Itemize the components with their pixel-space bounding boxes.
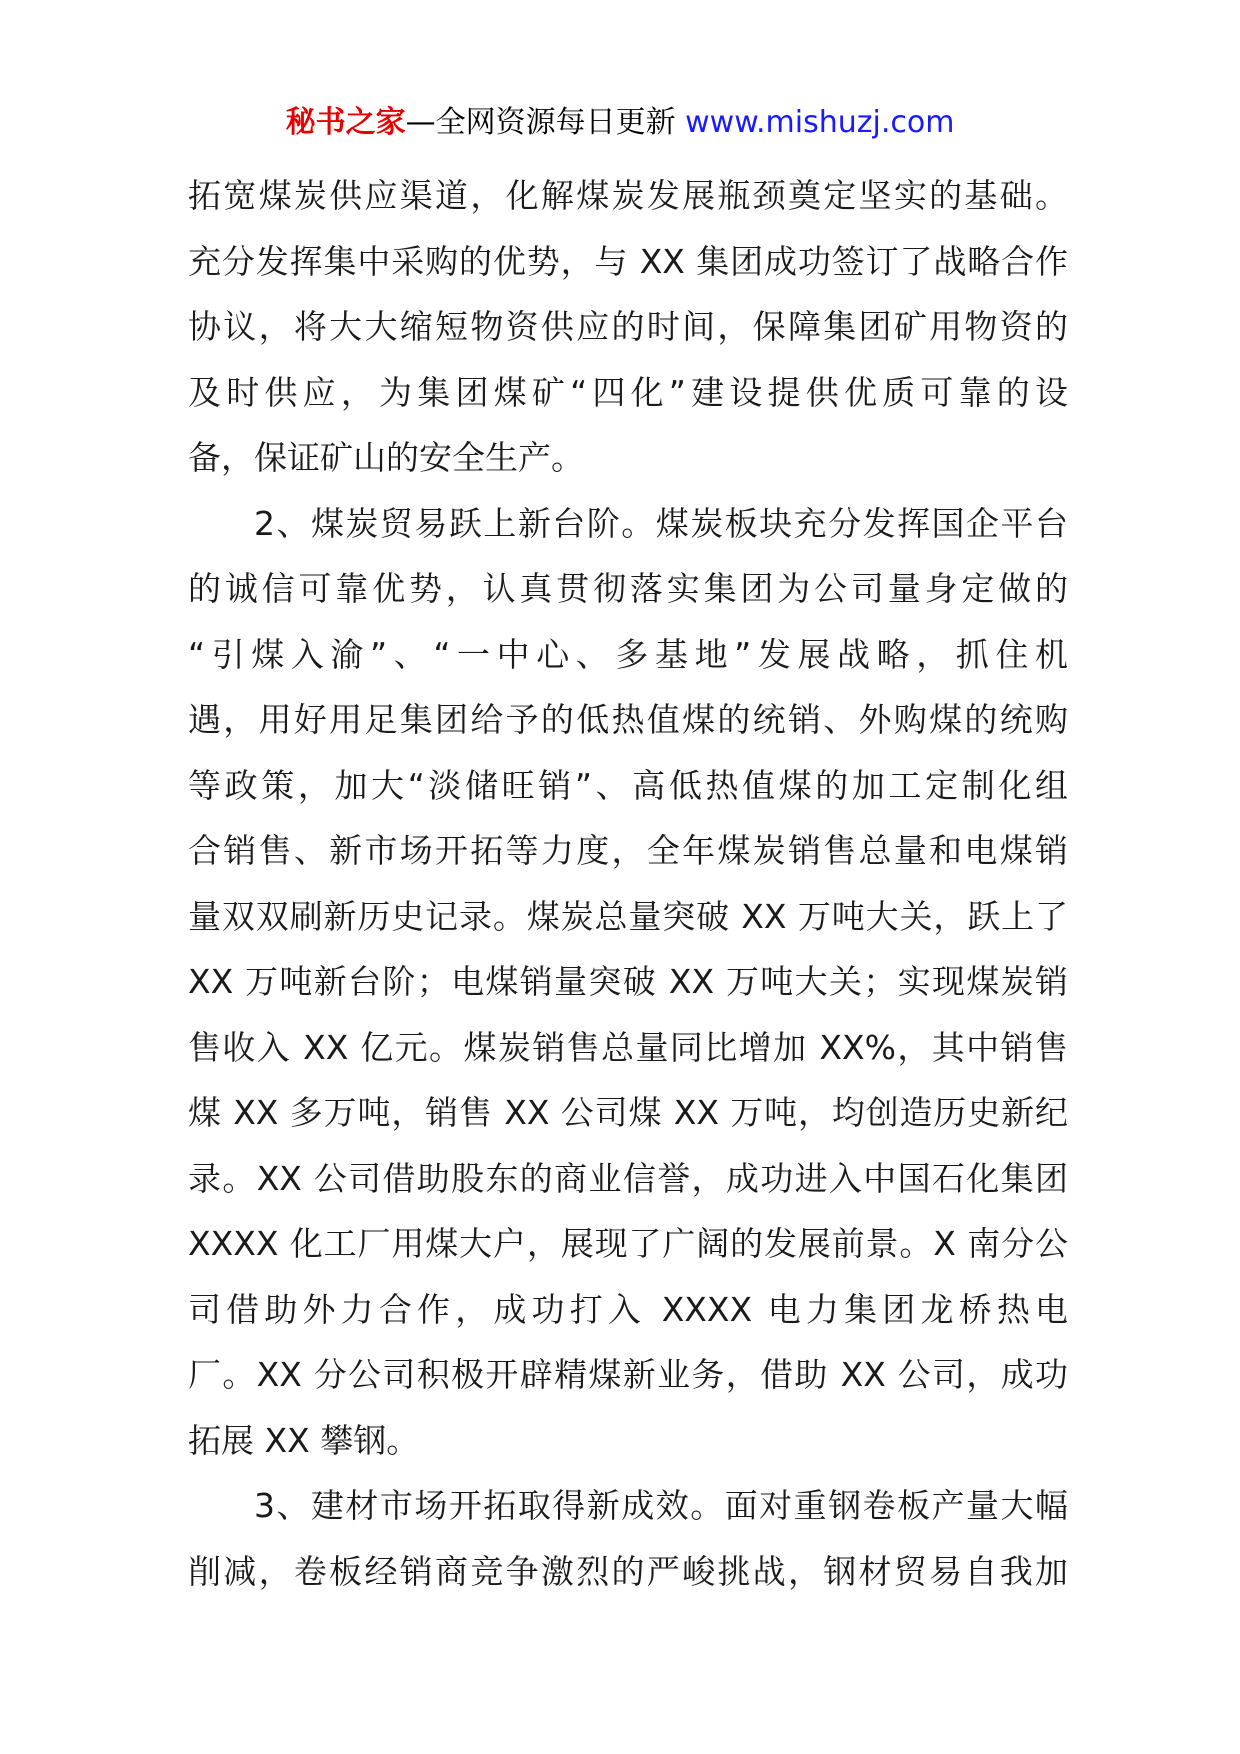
brand-name: 秘书之家 xyxy=(285,105,406,140)
paragraph-3-start: 3、建材市场开拓取得新成效。面对重钢卷板产量大幅 xyxy=(254,1486,1068,1525)
text-line: 煤 XX 多万吨，销售 XX 公司煤 XX 万吨，均创造历史新纪 xyxy=(188,1093,1068,1132)
text-line: 拓展 XX 攀钢。 xyxy=(188,1420,420,1460)
text-line: 量双双刷新历史记录。煤炭总量突破 XX 万吨大关，跃上了 xyxy=(188,896,1068,936)
text-line: 及时供应，为集团煤矿“四化”建设提供优质可靠的设 xyxy=(188,372,1068,412)
text-line: 协议，将大大缩短物资供应的时间，保障集团矿用物资的 xyxy=(188,307,1068,346)
text-line: 售收入 XX 亿元。煤炭销售总量同比增加 XX%，其中销售 xyxy=(188,1027,1068,1067)
site-header xyxy=(0,101,1240,145)
text-line: 遇，用好用足集团给予的低热值煤的统销、外购煤的统购 xyxy=(188,700,1068,739)
text-line: “引煤入渝”、“一中心、多基地”发展战略，抓住机 xyxy=(188,634,1068,674)
text-line: 合销售、新市场开拓等力度，全年煤炭销售总量和电煤销 xyxy=(188,831,1068,870)
text-line: XX 万吨新台阶；电煤销量突破 XX 万吨大关；实现煤炭销 xyxy=(188,962,1068,1001)
site-tagline: —全网资源每日更新 xyxy=(405,105,686,140)
text-line: 的诚信可靠优势，认真贯彻落实集团为公司量身定做的 xyxy=(188,569,1068,608)
text-line: XXXX 化工厂用煤大户，展现了广阔的发展前景。X 南分公 xyxy=(188,1224,1068,1263)
text-line: 司借助外力合作，成功打入 XXXX 电力集团龙桥热电 xyxy=(188,1289,1068,1329)
text-line: 录。XX 公司借助股东的商业信誉，成功进入中国石化集团 xyxy=(188,1158,1068,1198)
text-line: 厂。XX 分公司积极开辟精煤新业务，借助 XX 公司，成功 xyxy=(188,1355,1068,1394)
site-url-link[interactable]: www.mishuzj.com xyxy=(685,105,955,140)
document-body xyxy=(188,163,1068,1604)
text-line: 充分发挥集中采购的优势，与 XX 集团成功签订了战略合作 xyxy=(188,241,1068,281)
text-line: 等政策，加大“淡储旺销”、高低热值煤的加工定制化组 xyxy=(188,765,1068,805)
paragraph-2-start: 2、煤炭贸易跃上新台阶。煤炭板块充分发挥国企平台 xyxy=(254,503,1068,543)
text-line: 拓宽煤炭供应渠道，化解煤炭发展瓶颈奠定坚实的基础。 xyxy=(188,176,1068,215)
text-line: 削减，卷板经销商竞争激烈的严峻挑战，钢材贸易自我加 xyxy=(188,1551,1068,1591)
text-line: 备，保证矿山的安全生产。 xyxy=(188,438,584,477)
